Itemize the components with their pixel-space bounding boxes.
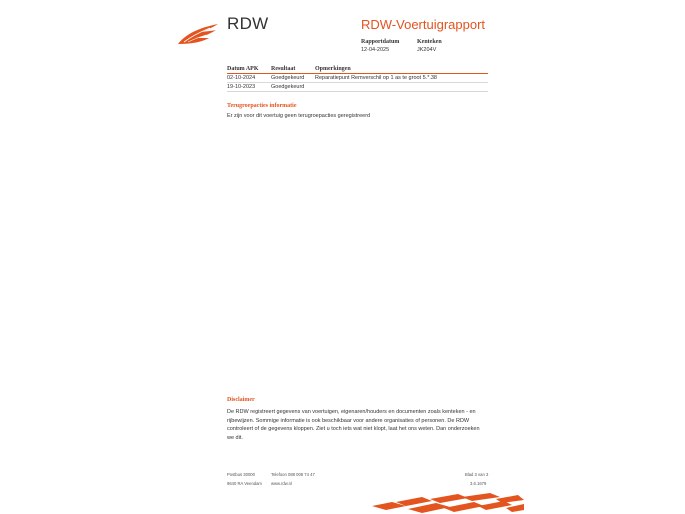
table-cell-result: Goedgekeurd [271, 75, 305, 81]
footer-postbus: Postbus 30000 [227, 472, 255, 477]
disclaimer-text [227, 408, 480, 442]
footer-phone: Telefoon 088 008 74 47 [271, 472, 315, 477]
apk-history-table [227, 65, 488, 92]
table-cell-date: 02-10-2024 [227, 75, 256, 81]
disclaimer-title: Disclaimer [227, 397, 255, 403]
report-date-block [361, 39, 399, 53]
license-plate-value: JK204V [417, 47, 437, 53]
disclaimer-line: controleert of de gegevens kloppen. Ziet u toch iets wat niet klopt, laat het ons weten. Dan onderzoeken [227, 426, 480, 432]
report-date-label: Rapportdatum [361, 39, 400, 45]
column-header-result: Resultaat [271, 66, 296, 72]
table-cell-result: Goedgekeurd [271, 84, 305, 90]
license-plate-label: Kenteken [417, 39, 442, 45]
table-row [227, 83, 488, 92]
rdw-wing-logo-icon [176, 22, 220, 48]
report-date-value: 12-04-2025 [361, 47, 390, 53]
footer-page-number: Blad 3 van 3 [465, 472, 489, 477]
report-title: RDW-Voertuigrapport [361, 17, 486, 32]
footer-code: 3.6.1679 [470, 481, 487, 486]
recalls-section-title: Terugroepacties informatie [227, 103, 297, 109]
disclaimer-line: rijbewijzen. Sommige informatie is ook beschikbaar voor andere organisaties of personen. De RDW [227, 417, 470, 424]
footer-address: 9640 RA Veendam [227, 481, 262, 486]
recalls-section-text: Er zijn voor dit voertuig geen terugroepacties geregistreerd [227, 113, 371, 119]
disclaimer-line: De RDW registreert gegevens van voertuigen, eigenaren/houders en documenten zoals kenteken - en [227, 409, 476, 415]
table-cell-remarks: Reparatiepunt Remverschil op 1 as te groot 5.*.38 [315, 75, 437, 81]
disclaimer-line: we dit. [227, 434, 243, 441]
table-row [227, 74, 488, 83]
footer-website: www.rdw.nl [271, 481, 292, 486]
column-header-remarks: Opmerkingen [315, 66, 351, 72]
column-header-date: Datum APK [227, 66, 259, 72]
table-header-row [227, 65, 488, 74]
brand-name: RDW [227, 14, 269, 33]
license-plate-block [417, 39, 442, 53]
table-cell-date: 19-10-2023 [227, 84, 256, 90]
